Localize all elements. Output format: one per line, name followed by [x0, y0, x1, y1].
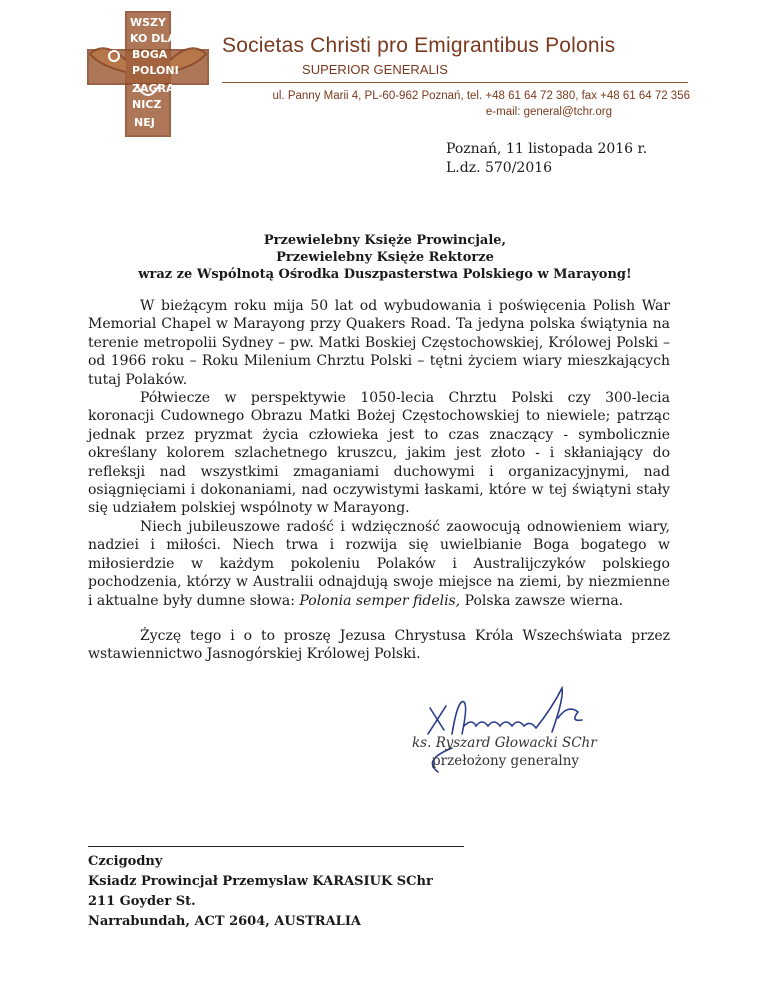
salutation-line: wraz ze Wspólnotą Ośrodka Duszpasterstwa Polskiego w Marayong! — [138, 267, 632, 282]
recipient-line: Narrabundah, ACT 2604, AUSTRALIA — [88, 914, 361, 929]
recipient-line: Czcigodny — [88, 854, 163, 869]
recipient-divider — [88, 846, 464, 847]
org-address: ul. Panny Marii 4, PL-60-962 Poznań, tel. +48 61 64 72 380, fax +48 61 64 72 356 — [272, 90, 690, 102]
org-email: e-mail: general@tchr.org — [485, 106, 612, 118]
paragraph-2: Półwiecze w perspektywie 1050-lecia Chrztu Polski czy 300-lecia koronacji Cudownego Obrazu Matki Bożej Częstochowskiej to niewiele; patrząc jednak przez pryzmat życia człowieka jest to czas znaczący - symbolicznie określany kolorem szlachetnego kruszcu, jakim jest złoto - i skłaniający do refleksji nad wszystkimi zmaganiami duchowymi i organizacyjnymi, nad osiągnięciami i dokonaniami, nad oczywistymi łaskami, które w tej świątyni stały się udziałem polskiej wspólnoty w Marayong. — [88, 390, 670, 517]
recipient-line: 211 Goyder St. — [88, 894, 196, 909]
salutation — [90, 232, 680, 283]
header-divider — [222, 82, 688, 83]
signatory-name: ks. Ryszard Głowacki SChr — [412, 735, 597, 751]
svg-text:POLONI: POLONI — [132, 64, 179, 77]
paragraph-3 — [88, 518, 670, 610]
paragraph-3-start: Niech jubileuszowe radość i wdzięczność zaowocują odnowieniem wiary, nadziei i miłości. Niech trwa i rozwija się uwielbianie Boga bogatego w miłosierdzie w każdym pokoleniu Polaków i Australijczyków polskiego pochodzenia, którzy w Australii odnajdują swoje miejsce na ziemi, by niezmienne i aktualne były dumne słowa: — [88, 518, 670, 609]
stamp-logo-icon — [86, 10, 210, 138]
date-line: Poznań, 11 listopada 2016 r. — [446, 141, 648, 157]
signatory-role: przełożony generalny — [432, 753, 580, 769]
svg-text:ZAGRA: ZAGRA — [132, 82, 175, 95]
salutation-line: Przewielebny Księże Prowincjale, — [263, 233, 507, 248]
recipient-address — [88, 852, 433, 932]
org-subtitle: SUPERIOR GENERALIS — [302, 62, 448, 77]
svg-text:WSZY: WSZY — [130, 16, 166, 29]
closing-paragraph: Życzę tego i o to proszę Jezusa Chrystusa Króla Wszechświata przez wstawiennictwo Jasnogórskiej Królowej Polski. — [88, 627, 670, 663]
reference-number: L.dz. 570/2016 — [446, 160, 553, 176]
letter-body — [88, 297, 670, 664]
org-title: Societas Christi pro Emigrantibus Polonis — [222, 34, 616, 57]
paragraph-1: W bieżącym roku mija 50 lat od wybudowania i poświęcenia Polish War Memorial Chapel w Marayong przy Quakers Road. Ta jedyna polska świątynia na terenie metropolii Sydney – pw. Matki Boskiej Częstochowskiej, Królowej Polski – od 1966 roku – Roku Milenium Chrztu Polski – tętni życiem wiary mieszkających tutaj Polaków. — [88, 298, 670, 388]
svg-text:NICZ: NICZ — [132, 98, 162, 111]
svg-text:KO DLA: KO DLA — [130, 32, 176, 45]
letterhead — [0, 0, 768, 140]
svg-text:NEJ: NEJ — [134, 116, 155, 129]
svg-text:BOGA: BOGA — [132, 48, 168, 61]
recipient-line: Ksiadz Prowincjał Przemyslaw KARASIUK SChr — [88, 874, 433, 889]
salutation-line: Przewielebny Księże Rektorze — [276, 250, 494, 265]
date-block — [446, 140, 647, 178]
latin-motto: Polonia semper fidelis, — [299, 592, 461, 609]
paragraph-3-end: Polska zawsze wierna. — [460, 592, 624, 609]
